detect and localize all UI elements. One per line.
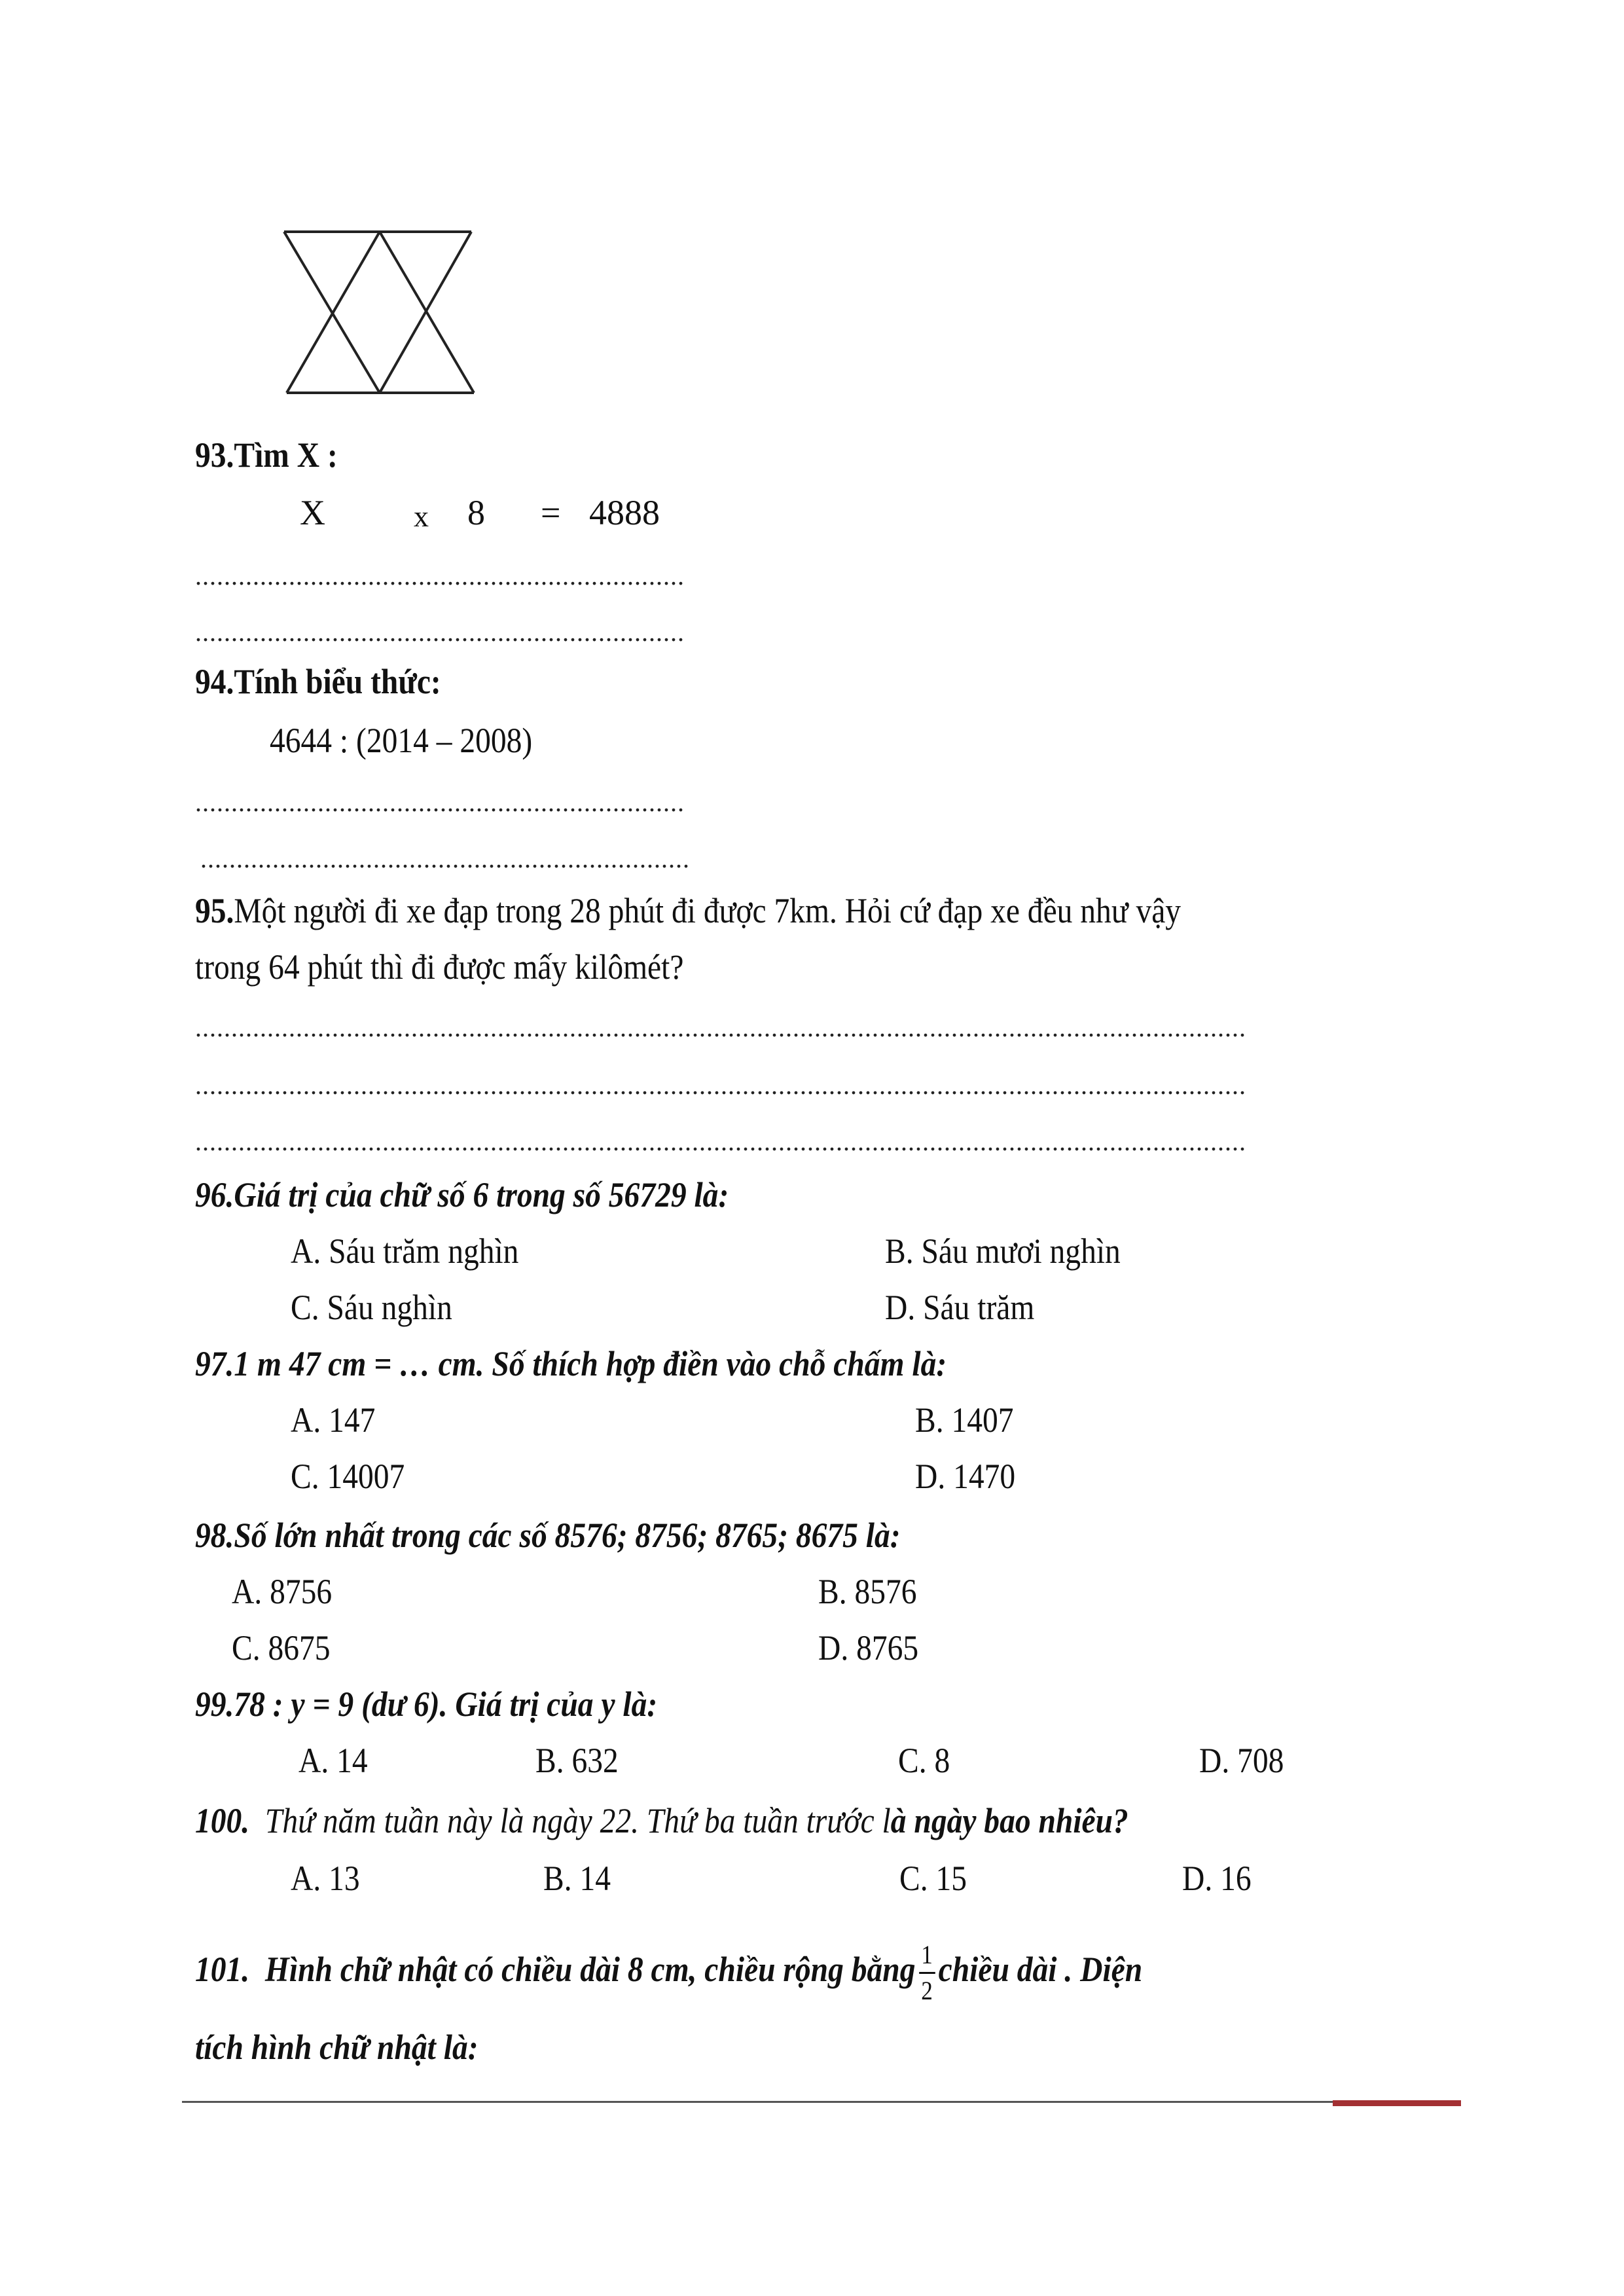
question-94-number: 94.: [195, 662, 234, 701]
question-96-number: 96.: [195, 1175, 234, 1214]
question-101-line-2: tích hình chữ nhật là:: [195, 2028, 478, 2067]
option-c[interactable]: C. 14007: [291, 1457, 405, 1496]
option-d[interactable]: D. 8765: [818, 1628, 919, 1667]
question-95-line-2: trong 64 phút thì đi được mấy kilômét?: [195, 947, 684, 987]
option-a[interactable]: A. Sáu trăm nghìn: [291, 1231, 519, 1271]
question-100-heading: [195, 1803, 1255, 1838]
question-101-heading: [195, 1942, 1272, 2004]
answer-line[interactable]: ..................................................................................................................................................: [195, 1013, 1246, 1042]
triangles-figure-icon: [280, 223, 490, 419]
answer-line[interactable]: ....................................................................: [195, 617, 685, 647]
question-98-heading: [195, 1518, 997, 1553]
fraction-one-half: [919, 1942, 935, 2004]
answer-line[interactable]: ....................................................................: [195, 788, 685, 817]
question-95-line-1: [195, 893, 1315, 928]
option-d[interactable]: D. 16: [1182, 1859, 1252, 1898]
question-95-text: Một người đi xe đạp trong 28 phút đi được 7km. Hỏi cứ đạp xe đều như vậy: [234, 891, 1182, 930]
question-98-title: Số lớn nhất trong các số 8576; 8756; 8765; 8675 là:: [234, 1516, 901, 1555]
question-97-title: 1 m 47 cm = … cm. Số thích hợp điền vào chỗ chấm là:: [234, 1344, 947, 1383]
footer-accent-bar: [1333, 2100, 1461, 2106]
option-c[interactable]: C. 8: [898, 1741, 950, 1780]
option-d[interactable]: D. 708: [1199, 1741, 1284, 1780]
question-94-expression: 4644 : (2014 – 2008): [270, 721, 533, 760]
answer-line[interactable]: ..................................................................................................................................................: [195, 1070, 1246, 1100]
option-b[interactable]: B. 14: [543, 1859, 611, 1898]
question-94-heading: [195, 664, 475, 699]
option-b[interactable]: B. 1407: [915, 1400, 1014, 1440]
option-d[interactable]: D. 1470: [915, 1457, 1016, 1496]
question-93-operand: 8: [467, 493, 485, 532]
question-100-number: 100.: [195, 1801, 250, 1840]
option-c[interactable]: C. 15: [899, 1859, 967, 1898]
footer-divider: [182, 2101, 1333, 2103]
question-96-heading: [195, 1177, 801, 1212]
question-94-title: Tính biểu thức:: [234, 662, 441, 701]
question-99-heading: [195, 1686, 721, 1722]
option-b[interactable]: B. Sáu mươi nghìn: [885, 1231, 1121, 1271]
question-99-number: 99.: [195, 1685, 234, 1724]
question-99-title: 78 : y = 9 (dư 6). Giá trị của y là:: [234, 1685, 658, 1724]
question-93-title: Tìm X :: [234, 435, 338, 475]
option-c[interactable]: C. Sáu nghìn: [291, 1288, 452, 1327]
option-d[interactable]: D. Sáu trăm: [885, 1288, 1035, 1327]
option-a[interactable]: A. 13: [291, 1859, 360, 1898]
option-b[interactable]: B. 8576: [818, 1572, 917, 1611]
question-97-heading: [195, 1346, 1049, 1381]
question-97-number: 97.: [195, 1344, 234, 1383]
fraction-denominator: 2: [921, 1976, 933, 2005]
option-a[interactable]: A. 8756: [232, 1572, 333, 1611]
question-100-title: Thứ năm tuần này là ngày 22. Thứ ba tuần trước là ngày bao nhiêu?: [264, 1801, 1128, 1840]
question-93-number: 93.: [195, 435, 234, 475]
question-93-heading: [195, 437, 357, 473]
question-93-operator: x: [414, 500, 429, 533]
question-101-text-a: Hình chữ nhật có chiều dài 8 cm, chiều rộng bằng: [264, 1949, 916, 1989]
question-96-title: Giá trị của chữ số 6 trong số 56729 là:: [234, 1175, 729, 1214]
option-c[interactable]: C. 8675: [232, 1628, 331, 1667]
question-93-var: X: [300, 493, 325, 532]
question-101-number: 101.: [195, 1949, 250, 1989]
option-a[interactable]: A. 14: [298, 1741, 368, 1780]
answer-line[interactable]: ....................................................................: [200, 844, 690, 873]
question-93-result: 4888: [589, 493, 660, 532]
question-101-text-b: chiều dài . Diện: [938, 1949, 1143, 1989]
question-98-number: 98.: [195, 1516, 234, 1555]
option-b[interactable]: B. 632: [535, 1741, 619, 1780]
fraction-numerator: 1: [919, 1942, 935, 1974]
answer-line[interactable]: ....................................................................: [195, 561, 685, 591]
answer-line[interactable]: ..................................................................................................................................................: [195, 1127, 1246, 1156]
option-a[interactable]: A. 147: [291, 1400, 376, 1440]
question-93-equals: =: [541, 493, 561, 532]
question-95-number: 95.: [195, 891, 234, 930]
